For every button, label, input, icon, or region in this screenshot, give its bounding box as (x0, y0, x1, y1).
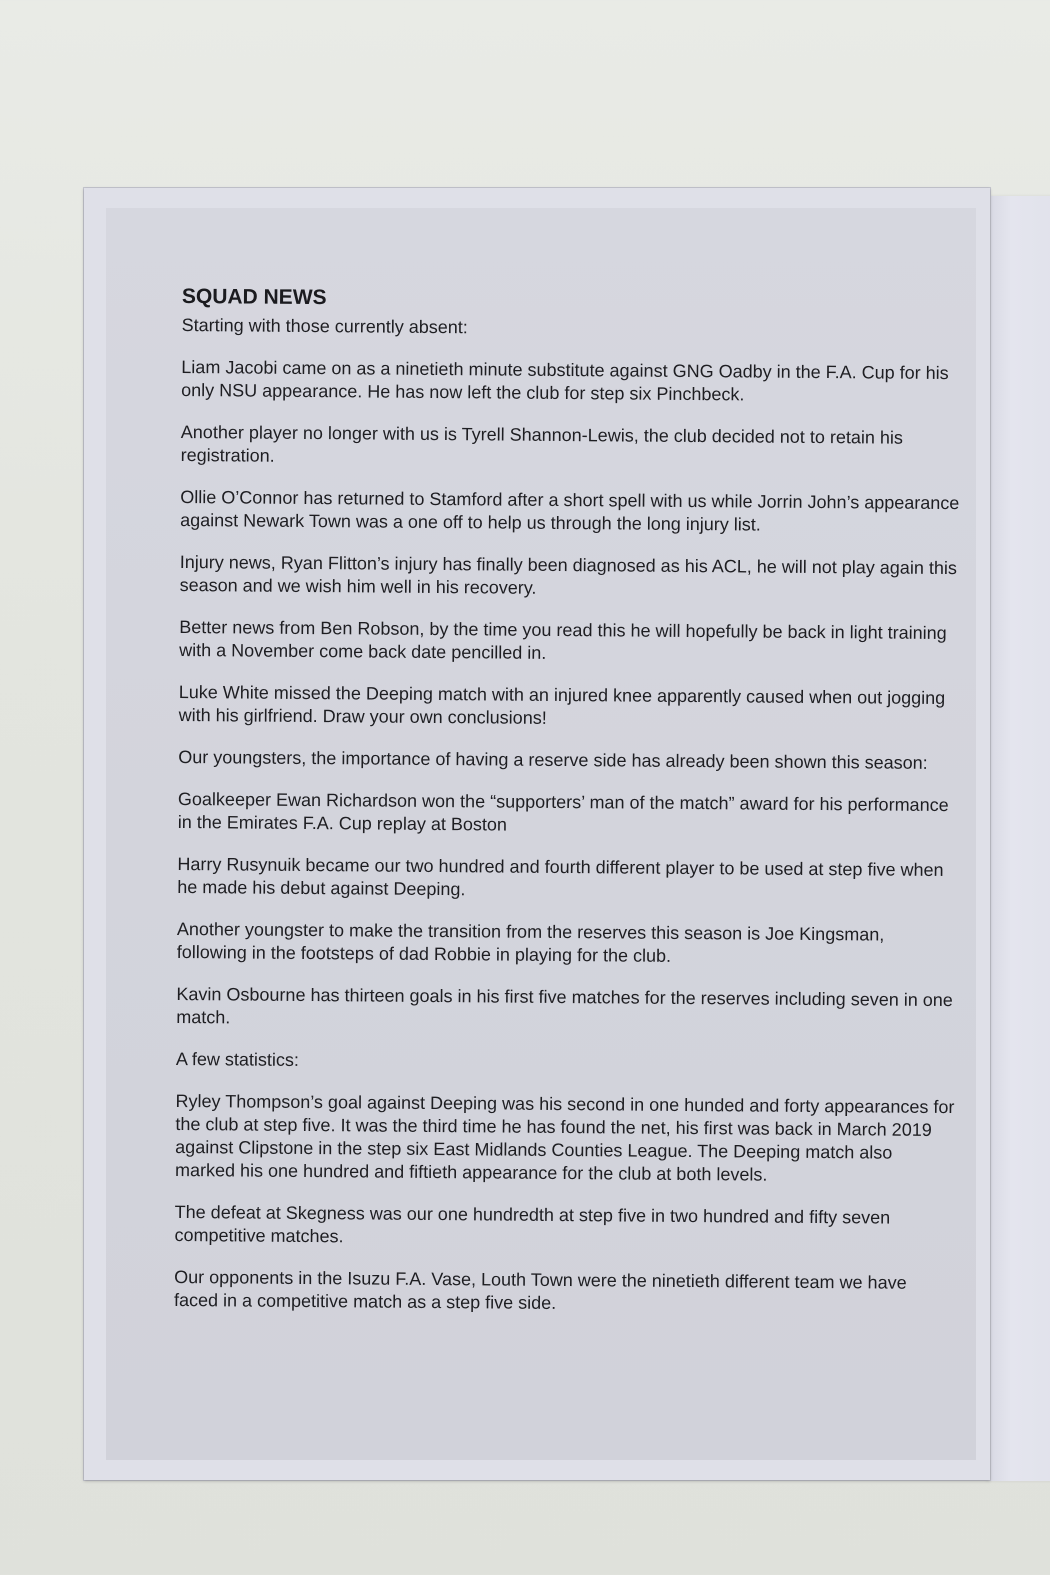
paragraph-kingsman: Another youngster to make the transition from the reserves this season is Joe Kingsman, following in the footsteps of dad Robbie in playing for the club. (176, 918, 885, 966)
paragraph-thompson: Ryley Thompson’s goal against Deeping was his second in one hunded and forty appearances for the club at step five. It was the third time he has found the net, his first was back in March 2019 against Clipstone in the step six East Midlands Counties League. The Deeping match also marked his one hundred and fiftieth appearance for the club at both levels. (174, 1090, 955, 1185)
paragraph-jacobi: Liam Jacobi came on as a ninetieth minute substitute against GNG Oadby in the F.A. Cup for his only NSU appearance. He has now left the club for step six Pinchbeck. (181, 356, 949, 405)
paragraph-robson: Better news from Ben Robson, by the time you read this he will hopefully be back in light training with a November come back date pencilled in. (179, 616, 947, 663)
paragraph-skegness: The defeat at Skegness was our one hundredth at step five in two hundred and fifty seven competitive matches. (174, 1201, 891, 1247)
paragraph-osbourne: Kavin Osbourne has thirteen goals in his first five matches for the reserves including seven in one match. (176, 983, 953, 1028)
paragraph-statistics-heading: A few statistics: (175, 1048, 300, 1070)
paragraph-louth-town: Our opponents in the Isuzu F.A. Vase, Louth Town were the ninetieth different team we have faced in a competitive match as a step five side. (173, 1266, 907, 1313)
programme-page (84, 188, 990, 1480)
article-title: SQUAD NEWS (181, 284, 327, 310)
paragraph-oconnor-john: Ollie O’Connor has returned to Stamford after a short spell with us while Jorrin John’s appearance against Newark Town was a one off to help us through the long injury list. (180, 486, 960, 535)
page-print-area (106, 208, 976, 1460)
paragraph-shannon-lewis: Another player no longer with us is Tyrell Shannon-Lewis, the club decided not to retain his registration. (180, 421, 903, 466)
paragraph-youngsters: Our youngsters, the importance of having a reserve side has already been shown this season: (178, 746, 928, 773)
article-intro: Starting with those currently absent: (181, 314, 468, 338)
paragraph-richardson: Goalkeeper Ewan Richardson won the “supporters’ man of the match” award for his performance in the Emirates F.A. Cup replay at Boston (177, 788, 949, 835)
facing-page-edge (988, 196, 1050, 1481)
paragraph-white: Luke White missed the Deeping match with an injured knee apparently caused when out jogging with his girlfriend. Draw your own conclusions! (178, 681, 946, 728)
squad-news-article (174, 284, 962, 1337)
paragraph-rusynuik: Harry Rusynuik became our two hundred and fourth different player to be used at step five when he made his debut against Deeping. (177, 853, 944, 900)
paragraph-injury-news: Injury news, Ryan Flitton’s injury has finally been diagnosed as his ACL, he will not play again this season and we wish him well in his recovery. (179, 551, 957, 598)
